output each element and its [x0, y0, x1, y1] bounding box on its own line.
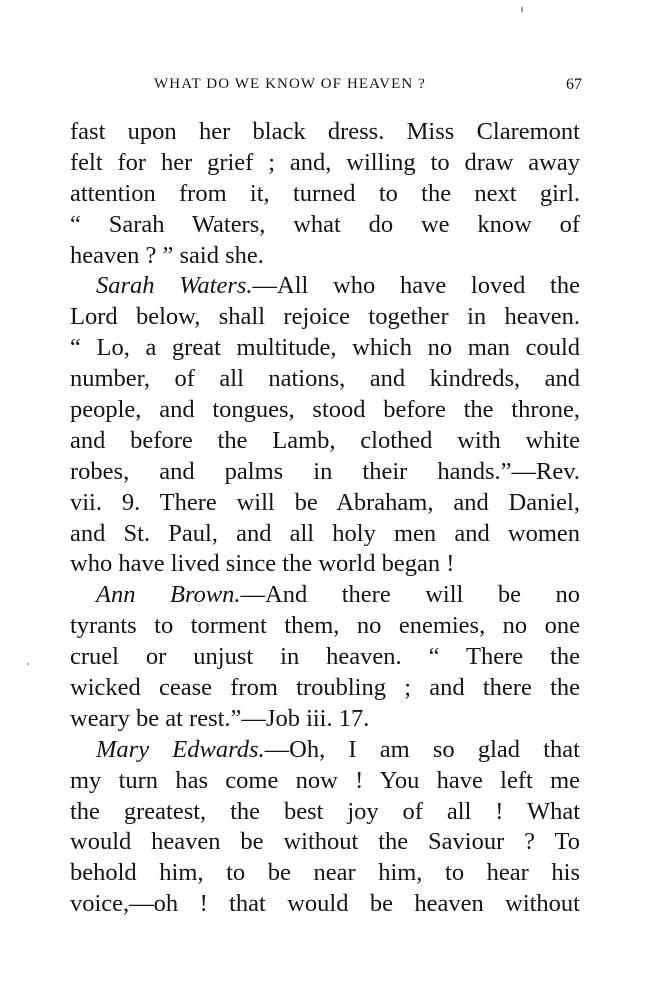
page-number: 67	[566, 76, 582, 93]
text-line: cruel or unjust in heaven. “ There the	[70, 643, 580, 671]
text-line: people, and tongues, stood before the throne,	[70, 396, 580, 424]
text-line: “ Sarah Waters, what do we know of	[70, 210, 580, 238]
text-line: weary be at rest.”—Job iii. 17.	[70, 704, 370, 732]
body-text	[70, 117, 580, 920]
speaker-name: Mary Edwards.	[96, 735, 265, 763]
text-line: the greatest, the best joy of all ! What	[70, 797, 580, 825]
ink-speck	[27, 663, 29, 665]
text-line: would heaven be without the Saviour ? To	[70, 828, 580, 856]
speaker-name: Ann Brown.	[96, 581, 241, 609]
text-line: attention from it, turned to the next girl.	[70, 179, 580, 207]
text-line: Ann Brown.—And there will be no	[96, 581, 580, 609]
text-line: wicked cease from troubling ; and there the	[70, 674, 580, 702]
text-line: vii. 9. There will be Abraham, and Daniel,	[70, 488, 580, 516]
text-line: “ Lo, a great multitude, which no man could	[70, 334, 580, 362]
text-line: fast upon her black dress. Miss Claremont	[70, 118, 580, 145]
text-line: robes, and palms in their hands.”—Rev.	[70, 457, 580, 485]
text-line: Sarah Waters.—All who have loved the	[96, 272, 580, 300]
text-line: behold him, to be near him, to hear his	[70, 859, 580, 887]
text-line: heaven ? ” said she.	[70, 241, 264, 269]
text-line: Lord below, shall rejoice together in heaven.	[70, 303, 580, 331]
page-header	[72, 76, 582, 100]
text-line: my turn has come now ! You have left me	[70, 766, 580, 794]
text-line: and before the Lamb, clothed with white	[70, 426, 580, 454]
ink-speck	[521, 6, 523, 13]
speaker-name: Sarah Waters.	[96, 272, 253, 300]
text-line: felt for her grief ; and, willing to draw away	[70, 148, 580, 176]
text-line: who have lived since the world began !	[70, 550, 455, 578]
text-line: number, of all nations, and kindreds, and	[70, 365, 580, 393]
text-line: and St. Paul, and all holy men and women	[70, 519, 580, 547]
running-head: WHAT DO WE KNOW OF HEAVEN ?	[154, 76, 426, 92]
text-line: Mary Edwards.—Oh, I am so glad that	[96, 735, 580, 763]
text-line: voice,—oh ! that would be heaven without	[70, 890, 580, 918]
text-line: tyrants to torment them, no enemies, no one	[70, 612, 580, 640]
